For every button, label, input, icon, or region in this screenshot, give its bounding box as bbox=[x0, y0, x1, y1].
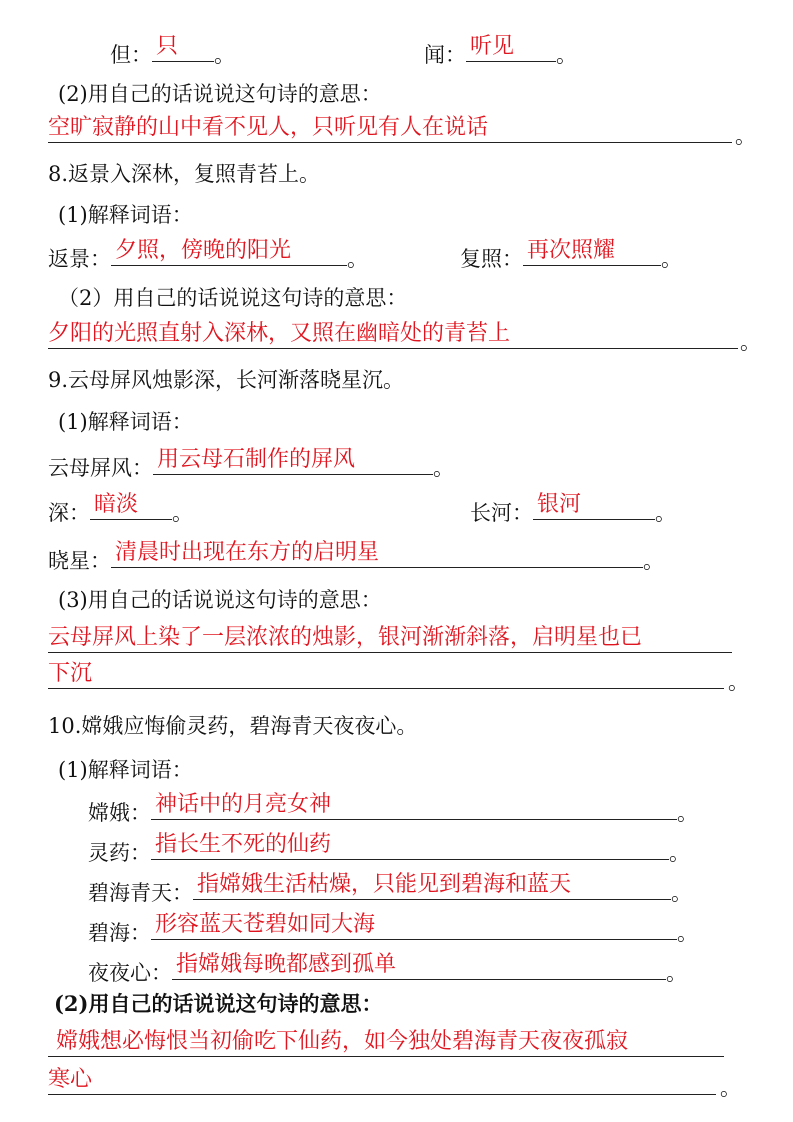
yeyexin-label: 夜夜心： bbox=[88, 961, 172, 985]
yunmu-answer: 用云母石制作的屏风 bbox=[153, 447, 433, 475]
period: 。 bbox=[728, 670, 749, 694]
poem-line-10: 10.嫦娥应悔偷灵药，碧海青天夜夜心。 bbox=[48, 714, 418, 738]
fuzhao-answer: 再次照耀 bbox=[523, 238, 661, 266]
answer-line bbox=[48, 1056, 724, 1057]
period: 。 bbox=[735, 124, 756, 148]
bihai-label: 碧海： bbox=[88, 921, 151, 945]
answer-line bbox=[48, 348, 738, 349]
period: 。 bbox=[214, 43, 235, 67]
s10-answer-2-line1: 嫦娥想必悔恨当初偷吃下仙药，如今独处碧海青天夜夜孤寂 bbox=[56, 1029, 629, 1054]
row-bihai bbox=[88, 912, 698, 947]
row-dan bbox=[110, 34, 235, 69]
row-lingyao bbox=[88, 832, 690, 867]
fuzhao-label: 复照： bbox=[460, 247, 523, 271]
fanjing-answer: 夕照，傍晚的阳光 bbox=[111, 238, 347, 266]
dan-answer: 只 bbox=[152, 34, 214, 62]
fanjing-label: 返景： bbox=[48, 247, 111, 271]
row-bihai-qingtian bbox=[88, 872, 692, 907]
period: 。 bbox=[740, 330, 761, 354]
bihai-answer: 形容蓝天苍碧如同大海 bbox=[151, 912, 677, 940]
period: 。 bbox=[433, 456, 454, 480]
shen-answer: 暗淡 bbox=[90, 492, 172, 520]
period: 。 bbox=[666, 961, 687, 985]
s10-question-2: (2)用自己的话说说这句诗的意思： bbox=[54, 991, 383, 1016]
s8-question-2: （2）用自己的话说说这句诗的意思： bbox=[58, 286, 408, 310]
row-fanjing bbox=[48, 238, 368, 273]
period: 。 bbox=[669, 841, 690, 865]
xiaoxing-label: 晓星： bbox=[48, 549, 111, 573]
row-change bbox=[88, 792, 698, 827]
poem-line-8: 8.返景入深林，复照青苔上。 bbox=[48, 162, 321, 186]
answer-line bbox=[48, 1094, 716, 1095]
yunmu-label: 云母屏风： bbox=[48, 456, 153, 480]
change-label: 嫦娥： bbox=[88, 801, 151, 825]
row-yunmu bbox=[48, 447, 454, 482]
dan-label: 但： bbox=[110, 43, 152, 67]
row-shen bbox=[48, 492, 193, 527]
period: 。 bbox=[677, 921, 698, 945]
s10-answer-2-line2: 寒心 bbox=[48, 1067, 93, 1092]
period: 。 bbox=[671, 881, 692, 905]
row-xiaoxing bbox=[48, 540, 664, 575]
answer-line bbox=[48, 142, 732, 143]
answer-line bbox=[48, 652, 732, 653]
answer-line bbox=[48, 688, 724, 689]
row-wen bbox=[424, 34, 577, 69]
period: 。 bbox=[655, 501, 676, 525]
period: 。 bbox=[172, 501, 193, 525]
xiaoxing-answer: 清晨时出现在东方的启明星 bbox=[111, 540, 643, 568]
wen-answer: 听见 bbox=[466, 34, 556, 62]
lingyao-label: 灵药： bbox=[88, 841, 151, 865]
s9-answer-3-line1: 云母屏风上染了一层浓浓的烛影，银河渐渐斜落，启明星也已 bbox=[48, 625, 643, 650]
changhe-label: 长河： bbox=[470, 501, 533, 525]
s9-answer-3-line2: 下沉 bbox=[48, 661, 93, 686]
s8-question-1: (1)解释词语： bbox=[58, 203, 193, 227]
s7-answer-2: 空旷寂静的山中看不见人，只听见有人在说话 bbox=[48, 115, 489, 140]
period: 。 bbox=[677, 801, 698, 825]
s10-question-1: (1)解释词语： bbox=[58, 758, 193, 782]
period: 。 bbox=[720, 1076, 741, 1100]
shen-label: 深： bbox=[48, 501, 90, 525]
poem-line-9: 9.云母屏风烛影深，长河渐落晓星沉。 bbox=[48, 368, 405, 392]
row-fuzhao bbox=[460, 238, 682, 273]
changhe-answer: 银河 bbox=[533, 492, 655, 520]
row-changhe bbox=[470, 492, 676, 527]
s9-question-1: (1)解释词语： bbox=[58, 410, 193, 434]
wen-label: 闻： bbox=[424, 43, 466, 67]
bihai-qingtian-label: 碧海青天： bbox=[88, 881, 193, 905]
period: 。 bbox=[661, 247, 682, 271]
row-yeyexin bbox=[88, 952, 687, 987]
s9-question-3: (3)用自己的话说说这句诗的意思： bbox=[58, 588, 382, 612]
yeyexin-answer: 指嫦娥每晚都感到孤单 bbox=[172, 952, 666, 980]
lingyao-answer: 指长生不死的仙药 bbox=[151, 832, 669, 860]
bihai-qingtian-answer: 指嫦娥生活枯燥，只能见到碧海和蓝天 bbox=[193, 872, 671, 900]
period: 。 bbox=[643, 549, 664, 573]
change-answer: 神话中的月亮女神 bbox=[151, 792, 677, 820]
s8-answer-2: 夕阳的光照直射入深林，又照在幽暗处的青苔上 bbox=[48, 321, 511, 346]
period: 。 bbox=[556, 43, 577, 67]
period: 。 bbox=[347, 247, 368, 271]
s7-question-2: (2)用自己的话说说这句诗的意思： bbox=[58, 82, 382, 106]
